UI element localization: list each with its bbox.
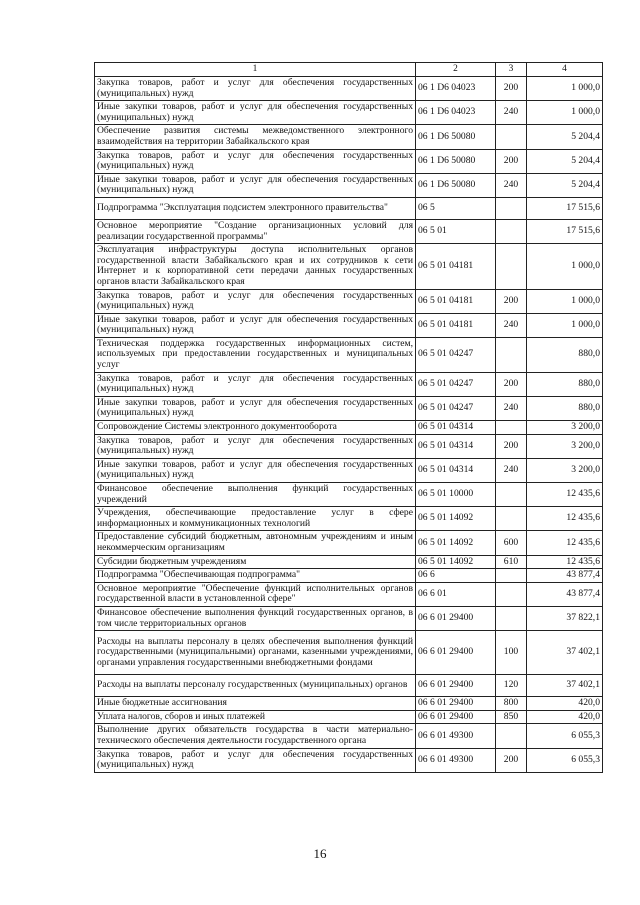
row-amount-cell: 6 055,3 xyxy=(527,724,603,748)
row-expense-type-cell xyxy=(496,724,527,748)
row-expense-type-cell xyxy=(496,507,527,531)
row-name-cell: Расходы на выплаты персоналу государственных (муниципальных) органов xyxy=(95,675,416,697)
table-row xyxy=(95,710,603,724)
row-expense-type-cell: 120 xyxy=(496,675,527,697)
row-code-cell: 06 5 01 04314 xyxy=(416,434,496,458)
table-row xyxy=(95,458,603,482)
row-code-cell: 06 1 D6 50080 xyxy=(416,149,496,173)
row-expense-type-cell: 850 xyxy=(496,710,527,724)
row-name-cell: Закупка товаров, работ и услуг для обеспечения государственных (муниципальных) нужд xyxy=(95,372,416,396)
row-amount-cell: 1 000,0 xyxy=(527,289,603,313)
row-amount-cell: 6 055,3 xyxy=(527,748,603,772)
row-code-cell: 06 1 D6 04023 xyxy=(416,101,496,125)
row-name-cell: Подпрограмма "Эксплуатация подсистем электронного правительства" xyxy=(95,197,416,219)
row-name-cell: Иные закупки товаров, работ и услуг для обеспечения государственных (муниципальных) нужд xyxy=(95,313,416,337)
row-expense-type-cell: 240 xyxy=(496,313,527,337)
row-amount-cell: 880,0 xyxy=(527,372,603,396)
table-row xyxy=(95,531,603,555)
row-amount-cell: 5 204,4 xyxy=(527,149,603,173)
row-name-cell: Иные закупки товаров, работ и услуг для обеспечения государственных (муниципальных) нужд xyxy=(95,101,416,125)
table-row xyxy=(95,697,603,711)
row-expense-type-cell xyxy=(496,219,527,243)
row-name-cell: Выполнение других обязательств государства в части материально-технического обеспечения деятельности государственного органа xyxy=(95,724,416,748)
row-expense-type-cell: 200 xyxy=(496,149,527,173)
row-name-cell: Закупка товаров, работ и услуг для обеспечения государственных (муниципальных) нужд xyxy=(95,149,416,173)
row-name-cell: Основное мероприятие "Обеспечение функций исполнительных органов государственной власти в установленной сфере" xyxy=(95,582,416,606)
row-name-cell: Финансовое обеспечение выполнения функций государственных учреждений xyxy=(95,483,416,507)
row-expense-type-cell: 200 xyxy=(496,372,527,396)
row-code-cell: 06 5 01 04314 xyxy=(416,458,496,482)
row-name-cell: Уплата налогов, сборов и иных платежей xyxy=(95,710,416,724)
table-row xyxy=(95,631,603,675)
table-row xyxy=(95,569,603,583)
row-expense-type-cell: 800 xyxy=(496,697,527,711)
row-code-cell: 06 5 01 14092 xyxy=(416,531,496,555)
row-amount-cell: 12 435,6 xyxy=(527,507,603,531)
row-amount-cell: 1 000,0 xyxy=(527,313,603,337)
row-code-cell: 06 6 01 49300 xyxy=(416,724,496,748)
row-expense-type-cell xyxy=(496,337,527,372)
header-cell-1: 1 xyxy=(95,63,416,77)
row-code-cell: 06 1 D6 50080 xyxy=(416,125,496,149)
row-amount-cell: 5 204,4 xyxy=(527,125,603,149)
table-row xyxy=(95,724,603,748)
row-amount-cell: 17 515,6 xyxy=(527,219,603,243)
row-name-cell: Основное мероприятие "Создание организационных условий для реализации государственной программы" xyxy=(95,219,416,243)
table-row xyxy=(95,675,603,697)
row-name-cell: Закупка товаров, работ и услуг для обеспечения государственных (муниципальных) нужд xyxy=(95,77,416,101)
table-row xyxy=(95,313,603,337)
row-expense-type-cell xyxy=(496,421,527,435)
header-cell-2: 2 xyxy=(416,63,496,77)
row-code-cell: 06 5 01 04247 xyxy=(416,337,496,372)
row-amount-cell: 43 877,4 xyxy=(527,582,603,606)
row-code-cell: 06 6 01 29400 xyxy=(416,697,496,711)
row-expense-type-cell xyxy=(496,125,527,149)
row-name-cell: Предоставление субсидий бюджетным, автономным учреждениям и иным некоммерческим организациям xyxy=(95,531,416,555)
row-name-cell: Иные закупки товаров, работ и услуг для обеспечения государственных (муниципальных) нужд xyxy=(95,173,416,197)
table-row xyxy=(95,582,603,606)
row-code-cell: 06 5 01 04247 xyxy=(416,396,496,420)
header-cell-3: 3 xyxy=(496,63,527,77)
budget-table xyxy=(94,62,603,773)
row-name-cell: Расходы на выплаты персоналу в целях обеспечения выполнения функций государственными (муниципальными) органами, казенными учреждениями, органами управления государственными внебюджетными фондами xyxy=(95,631,416,675)
row-code-cell: 06 5 01 04314 xyxy=(416,421,496,435)
row-code-cell: 06 5 01 04247 xyxy=(416,372,496,396)
table-row xyxy=(95,77,603,101)
row-amount-cell: 1 000,0 xyxy=(527,101,603,125)
row-expense-type-cell: 200 xyxy=(496,748,527,772)
table-row xyxy=(95,421,603,435)
row-expense-type-cell xyxy=(496,569,527,583)
row-name-cell: Закупка товаров, работ и услуг для обеспечения государственных (муниципальных) нужд xyxy=(95,289,416,313)
table-row xyxy=(95,219,603,243)
row-expense-type-cell: 240 xyxy=(496,458,527,482)
row-amount-cell: 3 200,0 xyxy=(527,434,603,458)
row-code-cell: 06 5 01 04181 xyxy=(416,313,496,337)
table-row xyxy=(95,396,603,420)
row-code-cell: 06 6 01 29400 xyxy=(416,631,496,675)
row-amount-cell: 3 200,0 xyxy=(527,458,603,482)
row-code-cell: 06 5 01 04181 xyxy=(416,289,496,313)
row-name-cell: Закупка товаров, работ и услуг для обеспечения государственных (муниципальных) нужд xyxy=(95,748,416,772)
row-amount-cell: 420,0 xyxy=(527,710,603,724)
row-code-cell: 06 5 01 10000 xyxy=(416,483,496,507)
row-expense-type-cell: 100 xyxy=(496,631,527,675)
row-expense-type-cell xyxy=(496,197,527,219)
row-code-cell: 06 6 xyxy=(416,569,496,583)
row-expense-type-cell xyxy=(496,582,527,606)
row-name-cell: Подпрограмма "Обеспечивающая подпрограмма" xyxy=(95,569,416,583)
row-name-cell: Финансовое обеспечение выполнения функций государственных органов, в том числе территориальных органов xyxy=(95,606,416,630)
row-expense-type-cell: 240 xyxy=(496,396,527,420)
table-row xyxy=(95,555,603,569)
row-amount-cell: 1 000,0 xyxy=(527,244,603,289)
row-amount-cell: 37 822,1 xyxy=(527,606,603,630)
row-expense-type-cell xyxy=(496,483,527,507)
table-row xyxy=(95,101,603,125)
row-code-cell: 06 5 01 xyxy=(416,219,496,243)
table-row xyxy=(95,606,603,630)
table-row xyxy=(95,149,603,173)
row-expense-type-cell: 200 xyxy=(496,289,527,313)
row-amount-cell: 37 402,1 xyxy=(527,631,603,675)
row-expense-type-cell xyxy=(496,244,527,289)
table-row xyxy=(95,173,603,197)
row-name-cell: Сопровождение Системы электронного документооборота xyxy=(95,421,416,435)
row-code-cell: 06 1 D6 04023 xyxy=(416,77,496,101)
row-amount-cell: 12 435,6 xyxy=(527,531,603,555)
header-cell-4: 4 xyxy=(527,63,603,77)
row-name-cell: Эксплуатация инфраструктуры доступа исполнительных органов государственной власти Забайкальского края и их сотрудников к сети Интернет и к корпоративной сети передачи данных государственных органов власти Забайкальского края xyxy=(95,244,416,289)
row-expense-type-cell: 240 xyxy=(496,101,527,125)
table-row xyxy=(95,434,603,458)
row-expense-type-cell: 600 xyxy=(496,531,527,555)
row-name-cell: Учреждения, обеспечивающие предоставление услуг в сфере информационных и коммуникационных технологий xyxy=(95,507,416,531)
row-code-cell: 06 5 01 14092 xyxy=(416,555,496,569)
row-amount-cell: 880,0 xyxy=(527,337,603,372)
row-amount-cell: 880,0 xyxy=(527,396,603,420)
row-amount-cell: 420,0 xyxy=(527,697,603,711)
row-name-cell: Иные закупки товаров, работ и услуг для обеспечения государственных (муниципальных) нужд xyxy=(95,458,416,482)
row-code-cell: 06 5 01 04181 xyxy=(416,244,496,289)
row-code-cell: 06 5 xyxy=(416,197,496,219)
row-expense-type-cell: 610 xyxy=(496,555,527,569)
row-code-cell: 06 6 01 29400 xyxy=(416,710,496,724)
row-amount-cell: 1 000,0 xyxy=(527,77,603,101)
row-expense-type-cell xyxy=(496,606,527,630)
table-row xyxy=(95,125,603,149)
table-header-row xyxy=(95,63,603,77)
table-row xyxy=(95,483,603,507)
row-name-cell: Обеспечение развития системы межведомственного электронного взаимодействия на территории Забайкальского края xyxy=(95,125,416,149)
table-row xyxy=(95,507,603,531)
row-name-cell: Закупка товаров, работ и услуг для обеспечения государственных (муниципальных) нужд xyxy=(95,434,416,458)
table-row xyxy=(95,289,603,313)
budget-table-body xyxy=(95,63,603,773)
row-name-cell: Техническая поддержка государственных информационных систем, используемых при предоставлении государственных и муниципальных услуг xyxy=(95,337,416,372)
row-amount-cell: 3 200,0 xyxy=(527,421,603,435)
row-code-cell: 06 5 01 14092 xyxy=(416,507,496,531)
row-amount-cell: 5 204,4 xyxy=(527,173,603,197)
row-code-cell: 06 1 D6 50080 xyxy=(416,173,496,197)
row-amount-cell: 12 435,6 xyxy=(527,483,603,507)
row-name-cell: Субсидии бюджетным учреждениям xyxy=(95,555,416,569)
row-code-cell: 06 6 01 xyxy=(416,582,496,606)
table-row xyxy=(95,244,603,289)
row-amount-cell: 37 402,1 xyxy=(527,675,603,697)
table-row xyxy=(95,372,603,396)
row-code-cell: 06 6 01 29400 xyxy=(416,606,496,630)
table-row xyxy=(95,197,603,219)
row-expense-type-cell: 200 xyxy=(496,434,527,458)
row-expense-type-cell: 200 xyxy=(496,77,527,101)
table-row xyxy=(95,748,603,772)
row-expense-type-cell: 240 xyxy=(496,173,527,197)
row-amount-cell: 43 877,4 xyxy=(527,569,603,583)
row-name-cell: Иные бюджетные ассигнования xyxy=(95,697,416,711)
row-amount-cell: 12 435,6 xyxy=(527,555,603,569)
row-name-cell: Иные закупки товаров, работ и услуг для обеспечения государственных (муниципальных) нужд xyxy=(95,396,416,420)
page-number: 16 xyxy=(313,846,327,861)
row-code-cell: 06 6 01 49300 xyxy=(416,748,496,772)
row-code-cell: 06 6 01 29400 xyxy=(416,675,496,697)
row-amount-cell: 17 515,6 xyxy=(527,197,603,219)
table-row xyxy=(95,337,603,372)
